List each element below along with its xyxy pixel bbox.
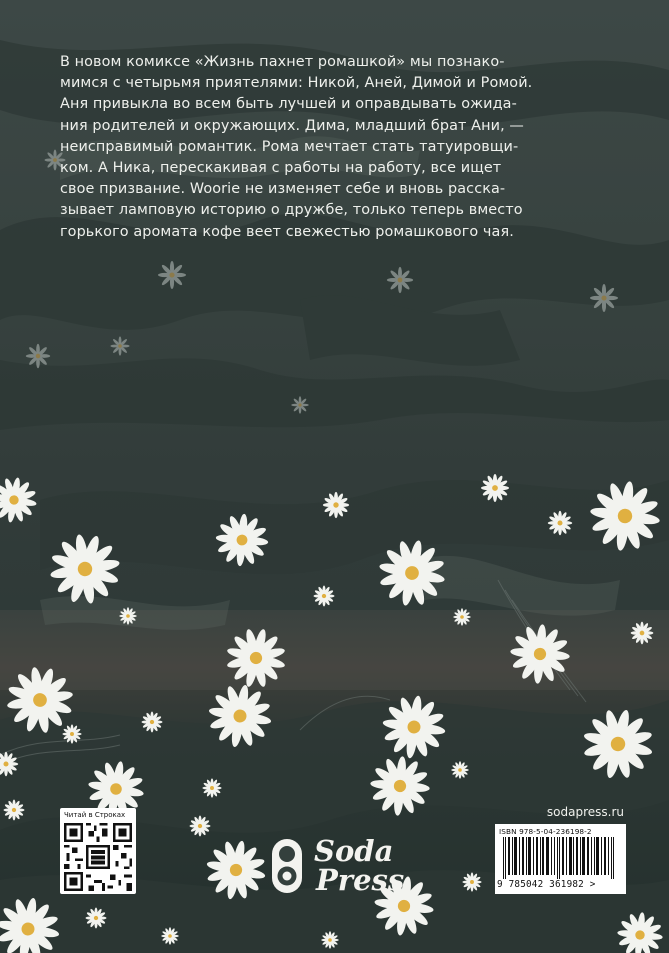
description-line: Аня привыкла во всем быть лучшей и оправдывать ожида-: [60, 96, 517, 113]
description-line: В новом комиксе «Жизнь пахнет ромашкой» мы познако-: [60, 54, 505, 70]
description-line: горького аромата кофе веет свежестью ромашкового чая.: [60, 223, 514, 240]
logo-word-press: Press: [316, 863, 405, 897]
barcode-icon: [503, 837, 619, 879]
description-line: зывает ламповую историю о дружбе, только теперь вместо: [60, 202, 523, 219]
logo-word-soda: Soda: [314, 834, 394, 868]
isbn-text: ISBN 978-5-04-236198-2: [499, 827, 592, 836]
description-line: свое призвание. Woorie не изменяет себе и вновь расска-: [60, 181, 506, 198]
description-line: ком. А Ника, перескакивая с работы на работу, все ищет: [60, 160, 502, 177]
qr-code-block: [60, 808, 136, 894]
barcode-digits: 9 785042 361982 >: [497, 879, 596, 890]
description-line: неисправимый романтик. Рома мечтает стать татуировщи-: [60, 138, 519, 155]
isbn-barcode-label: [495, 824, 626, 894]
description-line: ния родителей и окружающих. Дима, младший брат Ани, —: [60, 117, 524, 134]
description-line: мимся с четырьмя приятелями: Никой, Аней, Димой и Ромой.: [60, 75, 533, 92]
book-description: [60, 52, 616, 243]
soda-can-logo-icon: [270, 837, 310, 895]
qr-caption: Читай в Строках: [64, 811, 126, 819]
qr-code-icon: [64, 823, 132, 891]
publisher-website: sodapress.ru: [546, 805, 624, 819]
